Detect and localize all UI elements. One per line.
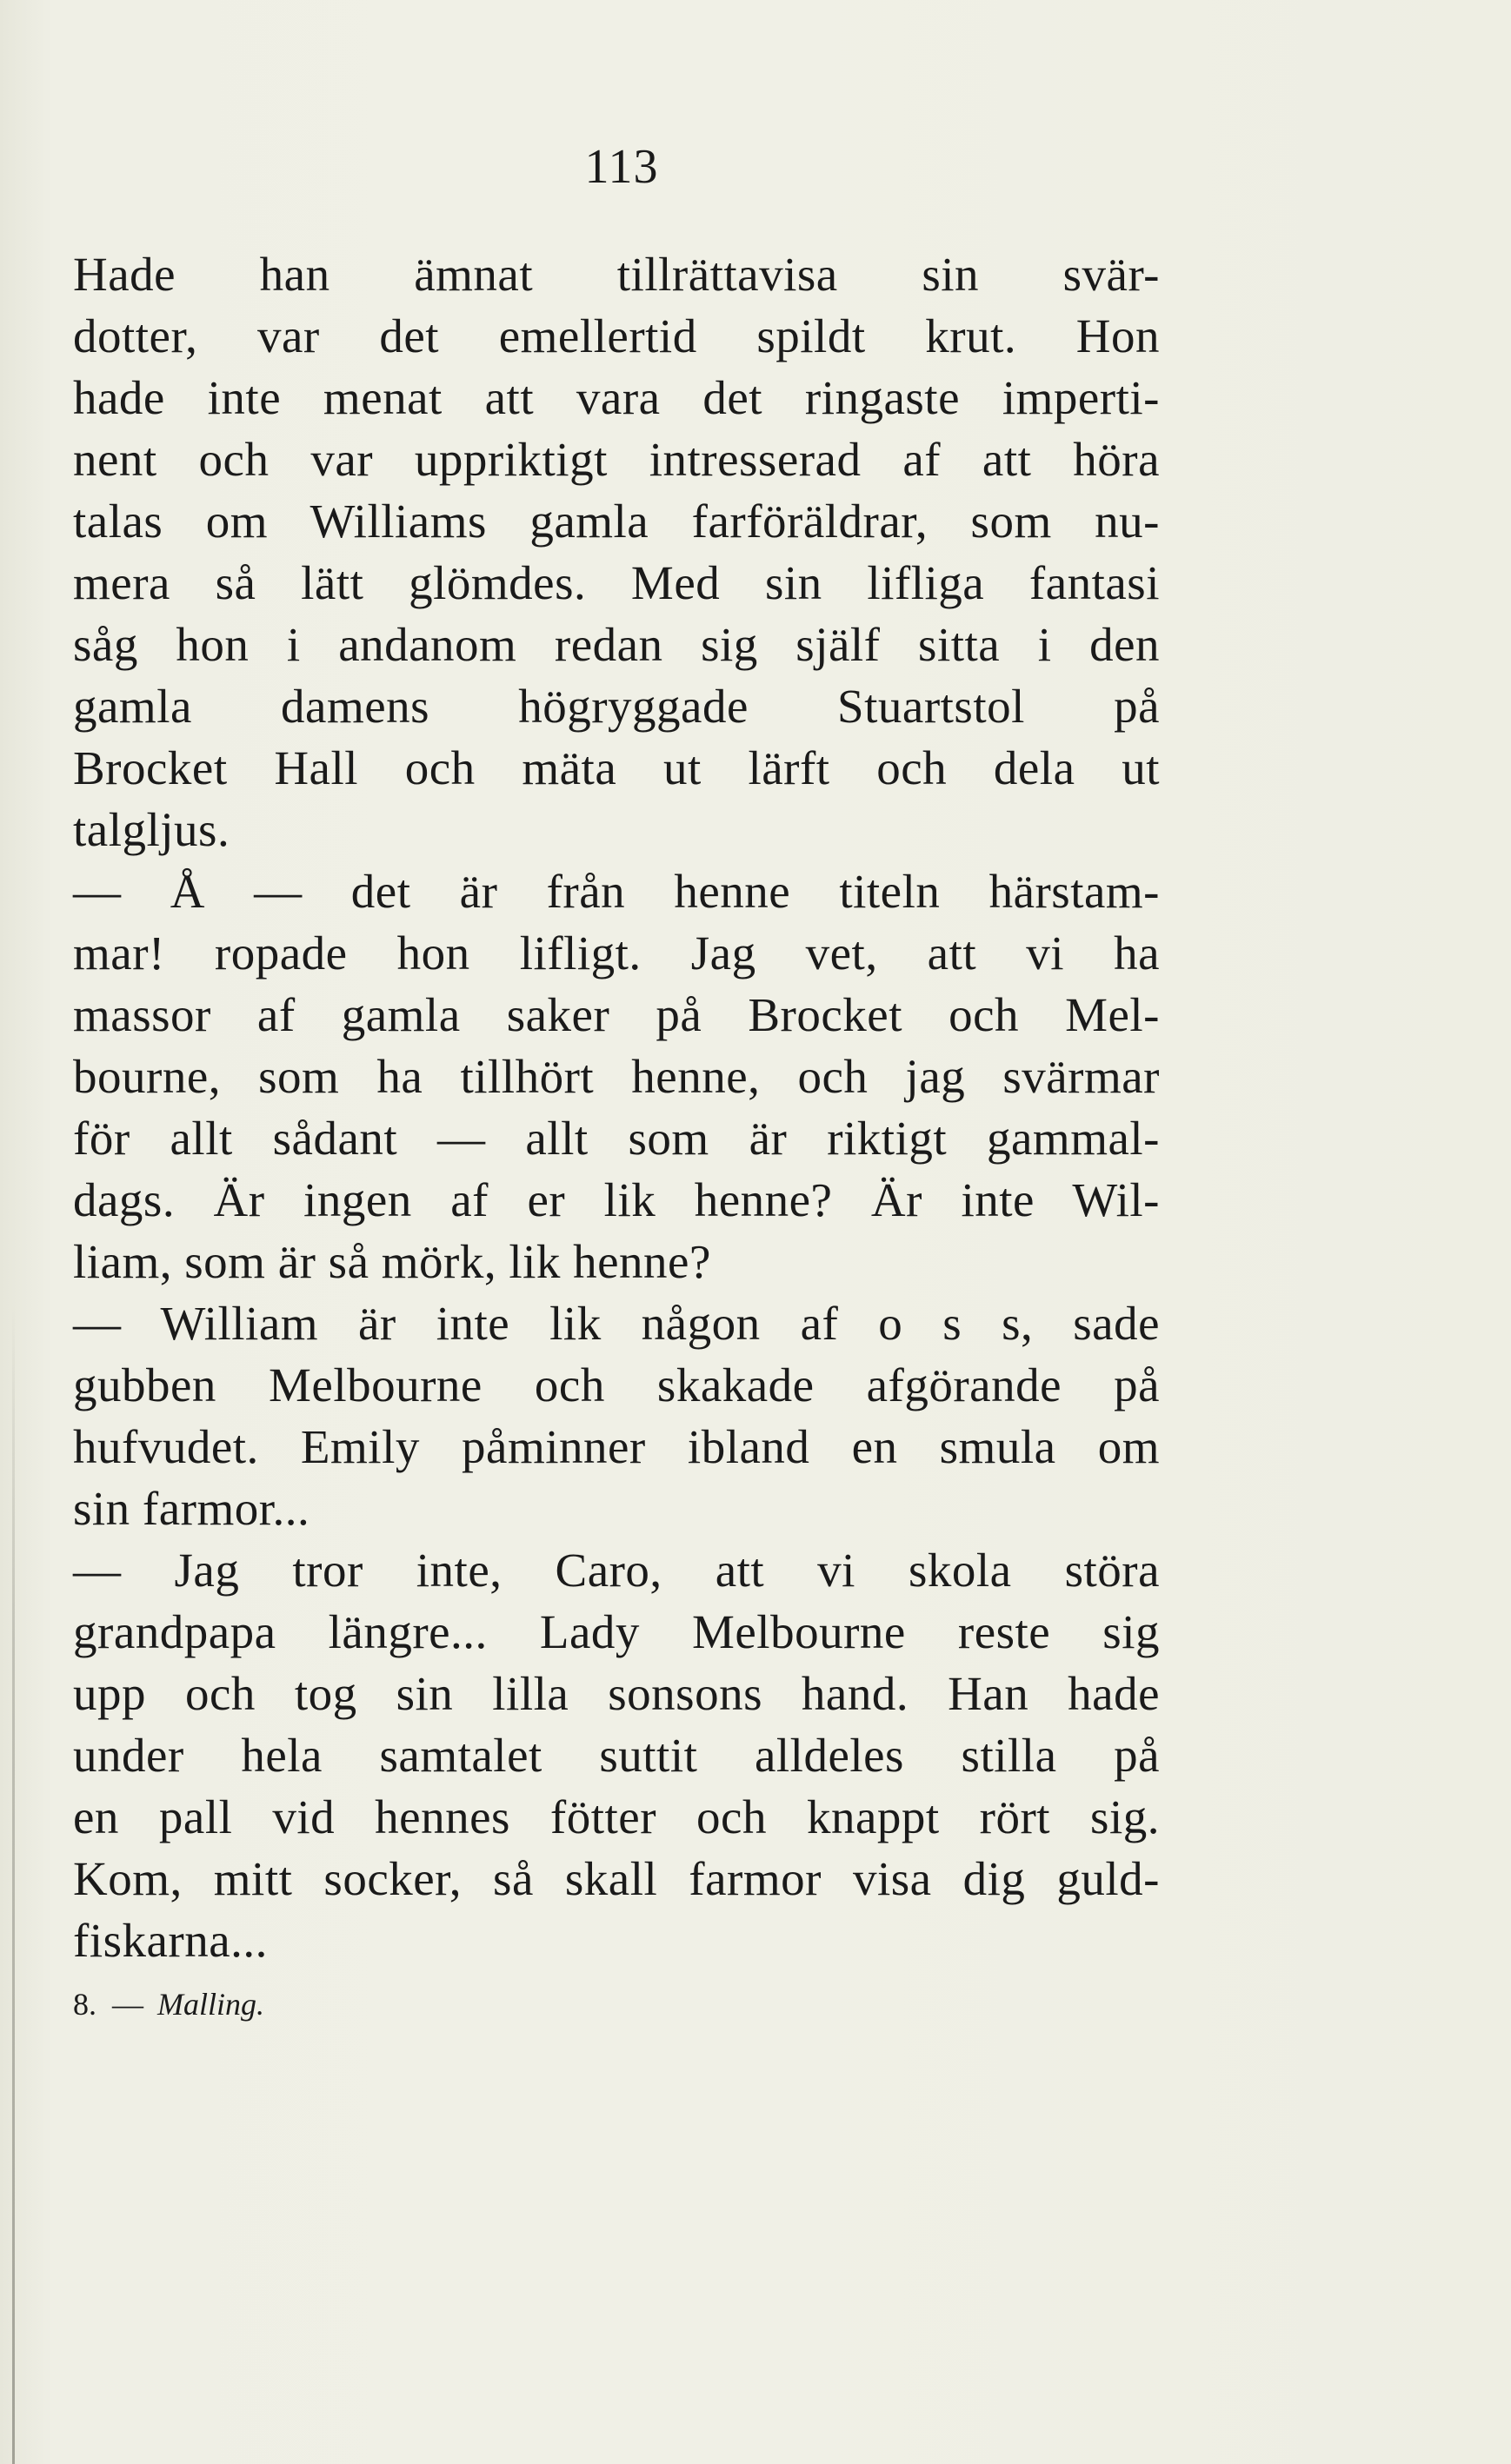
text-line: — Å — det är från henne titeln härstam-: [73, 865, 1160, 918]
signature-dash: —: [112, 1987, 143, 2022]
text-line: dotter, var det emellertid spildt krut. Hon: [73, 309, 1160, 362]
text-line: talas om Williams gamla farföräldrar, som nu-: [73, 495, 1160, 548]
text-line: liam, som är så mörk, lik henne?: [73, 1235, 711, 1288]
text-line: — William är inte lik någon af o s s, sade: [73, 1297, 1160, 1350]
text-line: hade inte menat att vara det ringaste imperti-: [73, 371, 1160, 424]
text-line: nent och var uppriktigt intresserad af att höra: [73, 433, 1160, 486]
text-line: sin farmor...: [73, 1482, 310, 1535]
text-line: fiskarna...: [73, 1914, 268, 1967]
text-line: Brocket Hall och mäta ut lärft och dela ut: [73, 741, 1160, 794]
text-line: gubben Melbourne och skakade afgörande på: [73, 1358, 1160, 1411]
body-text: [73, 243, 1160, 1971]
text-line: grandpapa längre... Lady Melbourne reste sig: [73, 1605, 1160, 1658]
page-edge-shadow: [12, 1304, 15, 2464]
text-line: under hela samtalet suttit alldeles stilla på: [73, 1729, 1160, 1782]
text-line: massor af gamla saker på Brocket och Mel-: [73, 988, 1160, 1041]
author-signature-name: Malling.: [157, 1987, 264, 2022]
text-line: dags. Är ingen af er lik henne? Är inte Wil-: [73, 1173, 1160, 1226]
text-line: gamla damens högryggade Stuartstol på: [73, 680, 1160, 733]
text-line: — Jag tror inte, Caro, att vi skola störa: [73, 1544, 1160, 1597]
sheet-number: 8.: [73, 1987, 97, 2022]
text-line: mera så lätt glömdes. Med sin lifliga fantasi: [73, 556, 1160, 609]
text-line: Hade han ämnat tillrättavisa sin svär-: [73, 248, 1160, 301]
text-line: en pall vid hennes fötter och knappt rört sig.: [73, 1790, 1160, 1843]
printer-signature: [73, 1986, 264, 2022]
page-number: 113: [584, 140, 659, 194]
text-line: såg hon i andanom redan sig själf sitta i den: [73, 618, 1160, 671]
text-line: hufvudet. Emily påminner ibland en smula om: [73, 1420, 1160, 1473]
text-line: bourne, som ha tillhört henne, och jag svärmar: [73, 1050, 1160, 1103]
text-line: för allt sådant — allt som är riktigt gammal-: [73, 1112, 1160, 1165]
text-line: mar! ropade hon lifligt. Jag vet, att vi ha: [73, 926, 1160, 980]
text-line: Kom, mitt socker, så skall farmor visa dig guld-: [73, 1852, 1160, 1905]
text-line: upp och tog sin lilla sonsons hand. Han hade: [73, 1667, 1160, 1720]
text-line: talgljus.: [73, 803, 230, 856]
